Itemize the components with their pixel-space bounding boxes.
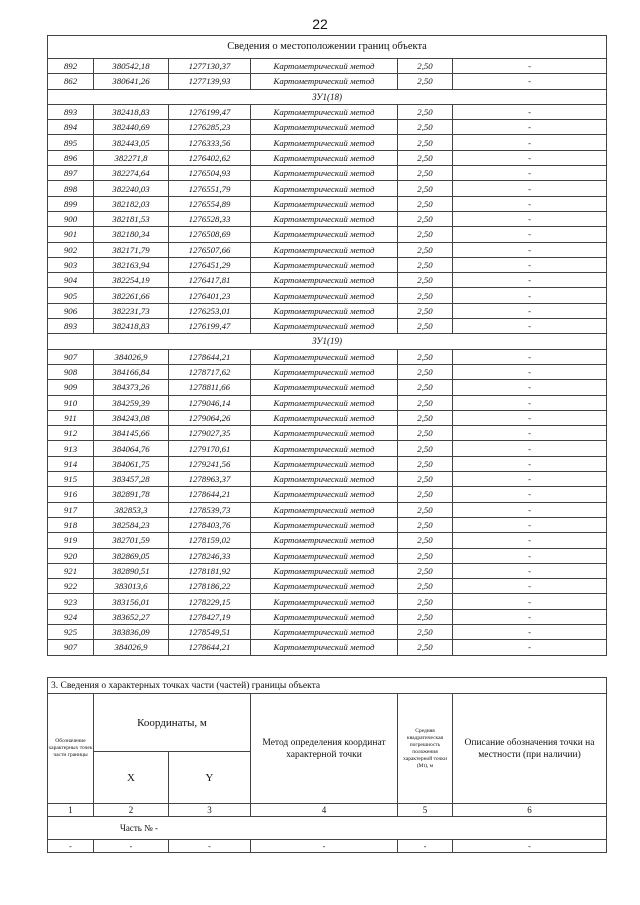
y-coord-cell: 1277139,93: [169, 74, 251, 89]
y-coord-cell: 1278159,02: [169, 533, 251, 548]
x-coord-cell: 382418,83: [94, 104, 169, 119]
method-cell: Картометрический метод: [251, 104, 398, 119]
accuracy-cell: 2,50: [398, 104, 453, 119]
point-id-cell: 911: [48, 410, 94, 425]
y-coord-cell: 1276451,29: [169, 257, 251, 272]
x-coord-cell: 382182,03: [94, 196, 169, 211]
empty-cell: -: [398, 840, 453, 853]
table-row: [48, 609, 607, 624]
accuracy-cell: 2,50: [398, 273, 453, 288]
y-coord-cell: 1278644,21: [169, 640, 251, 655]
y-coord-cell: 1276504,93: [169, 166, 251, 181]
y-coord-cell: 1279064,26: [169, 410, 251, 425]
point-id-cell: 907: [48, 640, 94, 655]
method-cell: Картометрический метод: [251, 548, 398, 563]
accuracy-cell: 2,50: [398, 135, 453, 150]
part-row: [48, 817, 607, 840]
x-coord-cell: 382231,73: [94, 303, 169, 318]
x-coord-cell: 383652,27: [94, 609, 169, 624]
point-id-cell: 921: [48, 563, 94, 578]
table-row: [48, 426, 607, 441]
description-cell: -: [453, 426, 607, 441]
description-cell: -: [453, 166, 607, 181]
point-id-cell: 913: [48, 441, 94, 456]
subheader-row: [48, 89, 607, 104]
table-row: [48, 181, 607, 196]
x-coord-cell: 382254,19: [94, 273, 169, 288]
table-row: [48, 59, 607, 74]
accuracy-cell: 2,50: [398, 74, 453, 89]
x-coord-cell: 383156,01: [94, 594, 169, 609]
table-row: [48, 273, 607, 288]
y-coord-cell: 1277130,37: [169, 59, 251, 74]
section-subheader: ЗУ1(19): [48, 334, 607, 349]
col-y-header: Y: [169, 752, 251, 804]
method-cell: Картометрический метод: [251, 74, 398, 89]
x-coord-cell: 384061,75: [94, 456, 169, 471]
accuracy-cell: 2,50: [398, 150, 453, 165]
accuracy-cell: 2,50: [398, 257, 453, 272]
table-row: [48, 104, 607, 119]
y-coord-cell: 1279241,56: [169, 456, 251, 471]
point-id-cell: 904: [48, 273, 94, 288]
description-cell: -: [453, 517, 607, 532]
point-id-cell: 900: [48, 211, 94, 226]
method-cell: Картометрический метод: [251, 288, 398, 303]
description-cell: -: [453, 227, 607, 242]
description-cell: -: [453, 196, 607, 211]
description-cell: -: [453, 211, 607, 226]
method-cell: Картометрический метод: [251, 517, 398, 532]
x-coord-cell: 384166,84: [94, 364, 169, 379]
col-accuracy-header: Средняя квадратическая погрешность положения характерной точки (Mt), м: [398, 694, 453, 804]
table-row: [48, 517, 607, 532]
x-coord-cell: 382181,53: [94, 211, 169, 226]
accuracy-cell: 2,50: [398, 441, 453, 456]
accuracy-cell: 2,50: [398, 395, 453, 410]
col-method-header: Метод определения координат характерной точки: [251, 694, 398, 804]
point-id-cell: 905: [48, 288, 94, 303]
table-row: [48, 456, 607, 471]
accuracy-cell: 2,50: [398, 517, 453, 532]
point-id-cell: 925: [48, 624, 94, 639]
boundary-location-table: [47, 35, 607, 656]
section-subheader: ЗУ1(18): [48, 89, 607, 104]
point-id-cell: 906: [48, 303, 94, 318]
method-cell: Картометрический метод: [251, 211, 398, 226]
description-cell: -: [453, 364, 607, 379]
table-row: [48, 594, 607, 609]
y-coord-cell: 1279027,35: [169, 426, 251, 441]
point-id-cell: 898: [48, 181, 94, 196]
method-cell: Картометрический метод: [251, 472, 398, 487]
table-row: [48, 548, 607, 563]
empty-cell: -: [453, 840, 607, 853]
col-number: 1: [48, 804, 94, 817]
x-coord-cell: 383836,09: [94, 624, 169, 639]
x-coord-cell: 382274,64: [94, 166, 169, 181]
point-id-cell: 910: [48, 395, 94, 410]
x-coord-cell: 382891,78: [94, 487, 169, 502]
empty-row: [48, 840, 607, 853]
y-coord-cell: 1278811,66: [169, 380, 251, 395]
y-coord-cell: 1278963,37: [169, 472, 251, 487]
table-row: [48, 410, 607, 425]
y-coord-cell: 1278427,19: [169, 609, 251, 624]
col-number: 2: [94, 804, 169, 817]
table-row: [48, 166, 607, 181]
method-cell: Картометрический метод: [251, 242, 398, 257]
table-row: [48, 303, 607, 318]
y-coord-cell: 1276417,81: [169, 273, 251, 288]
y-coord-cell: 1279046,14: [169, 395, 251, 410]
method-cell: Картометрический метод: [251, 196, 398, 211]
table-row: [48, 74, 607, 89]
x-coord-cell: 383457,28: [94, 472, 169, 487]
description-cell: -: [453, 120, 607, 135]
description-cell: -: [453, 456, 607, 471]
x-coord-cell: 382890,51: [94, 563, 169, 578]
point-id-cell: 919: [48, 533, 94, 548]
description-cell: -: [453, 104, 607, 119]
accuracy-cell: 2,50: [398, 426, 453, 441]
table-row: [48, 640, 607, 655]
accuracy-cell: 2,50: [398, 594, 453, 609]
y-coord-cell: 1278644,21: [169, 487, 251, 502]
method-cell: Картометрический метод: [251, 273, 398, 288]
description-cell: -: [453, 273, 607, 288]
y-coord-cell: 1276507,66: [169, 242, 251, 257]
method-cell: Картометрический метод: [251, 166, 398, 181]
accuracy-cell: 2,50: [398, 380, 453, 395]
point-id-cell: 912: [48, 426, 94, 441]
method-cell: Картометрический метод: [251, 426, 398, 441]
point-id-cell: 909: [48, 380, 94, 395]
col-number: 3: [169, 804, 251, 817]
point-id-cell: 903: [48, 257, 94, 272]
description-cell: -: [453, 609, 607, 624]
accuracy-cell: 2,50: [398, 349, 453, 364]
accuracy-cell: 2,50: [398, 640, 453, 655]
description-cell: -: [453, 502, 607, 517]
method-cell: Картометрический метод: [251, 227, 398, 242]
point-id-cell: 895: [48, 135, 94, 150]
table-row: [48, 364, 607, 379]
section-title-row: [48, 678, 607, 694]
description-cell: -: [453, 349, 607, 364]
accuracy-cell: 2,50: [398, 609, 453, 624]
table-row: [48, 288, 607, 303]
col-desc-header: Описание обозначения точки на местности (при наличии): [453, 694, 607, 804]
method-cell: Картометрический метод: [251, 150, 398, 165]
accuracy-cell: 2,50: [398, 319, 453, 334]
x-coord-cell: 380641,26: [94, 74, 169, 89]
method-cell: Картометрический метод: [251, 487, 398, 502]
accuracy-cell: 2,50: [398, 563, 453, 578]
col-number: 6: [453, 804, 607, 817]
x-coord-cell: 382180,34: [94, 227, 169, 242]
point-id-cell: 914: [48, 456, 94, 471]
description-cell: -: [453, 135, 607, 150]
x-coord-cell: 380542,18: [94, 59, 169, 74]
y-coord-cell: 1279170,61: [169, 441, 251, 456]
part-points-table: [47, 677, 607, 853]
y-coord-cell: 1276333,56: [169, 135, 251, 150]
table-title-row: [48, 36, 607, 59]
accuracy-cell: 2,50: [398, 166, 453, 181]
description-cell: -: [453, 242, 607, 257]
method-cell: Картометрический метод: [251, 624, 398, 639]
x-coord-cell: 382271,8: [94, 150, 169, 165]
accuracy-cell: 2,50: [398, 410, 453, 425]
description-cell: -: [453, 288, 607, 303]
y-coord-cell: 1278644,21: [169, 349, 251, 364]
table-row: [48, 502, 607, 517]
accuracy-cell: 2,50: [398, 487, 453, 502]
x-coord-cell: 384145,66: [94, 426, 169, 441]
y-coord-cell: 1276402,62: [169, 150, 251, 165]
y-coord-cell: 1276551,79: [169, 181, 251, 196]
accuracy-cell: 2,50: [398, 472, 453, 487]
x-coord-cell: 383013,6: [94, 579, 169, 594]
col-point-header: Обозначение характерных точек части границы: [48, 694, 94, 804]
y-coord-cell: 1276285,23: [169, 120, 251, 135]
description-cell: -: [453, 303, 607, 318]
page-number: 22: [312, 16, 328, 32]
method-cell: Картометрический метод: [251, 579, 398, 594]
subheader-row: [48, 334, 607, 349]
method-cell: Картометрический метод: [251, 349, 398, 364]
point-id-cell: 896: [48, 150, 94, 165]
description-cell: -: [453, 181, 607, 196]
point-id-cell: 923: [48, 594, 94, 609]
point-id-cell: 908: [48, 364, 94, 379]
empty-cell: -: [94, 840, 169, 853]
accuracy-cell: 2,50: [398, 533, 453, 548]
y-coord-cell: 1276554,89: [169, 196, 251, 211]
method-cell: Картометрический метод: [251, 502, 398, 517]
y-coord-cell: 1278181,92: [169, 563, 251, 578]
y-coord-cell: 1278186,22: [169, 579, 251, 594]
x-coord-cell: 382240,03: [94, 181, 169, 196]
method-cell: Картометрический метод: [251, 120, 398, 135]
x-coord-cell: 382584,23: [94, 517, 169, 532]
x-coord-cell: 384026,9: [94, 640, 169, 655]
table-row: [48, 349, 607, 364]
description-cell: -: [453, 257, 607, 272]
x-coord-cell: 382443,05: [94, 135, 169, 150]
description-cell: -: [453, 380, 607, 395]
x-coord-cell: 382171,79: [94, 242, 169, 257]
description-cell: -: [453, 150, 607, 165]
y-coord-cell: 1278539,73: [169, 502, 251, 517]
point-id-cell: 920: [48, 548, 94, 563]
accuracy-cell: 2,50: [398, 181, 453, 196]
method-cell: Картометрический метод: [251, 563, 398, 578]
accuracy-cell: 2,50: [398, 288, 453, 303]
description-cell: -: [453, 487, 607, 502]
method-cell: Картометрический метод: [251, 640, 398, 655]
description-cell: -: [453, 472, 607, 487]
x-coord-cell: 382440,69: [94, 120, 169, 135]
accuracy-cell: 2,50: [398, 548, 453, 563]
description-cell: -: [453, 441, 607, 456]
point-id-cell: 918: [48, 517, 94, 532]
col-x-header: X: [94, 752, 169, 804]
point-id-cell: 924: [48, 609, 94, 624]
x-coord-cell: 382261,66: [94, 288, 169, 303]
accuracy-cell: 2,50: [398, 624, 453, 639]
table-row: [48, 227, 607, 242]
accuracy-cell: 2,50: [398, 579, 453, 594]
x-coord-cell: 382701,59: [94, 533, 169, 548]
table-row: [48, 150, 607, 165]
description-cell: -: [453, 395, 607, 410]
method-cell: Картометрический метод: [251, 319, 398, 334]
description-cell: -: [453, 533, 607, 548]
x-coord-cell: 382418,83: [94, 319, 169, 334]
empty-cell: -: [48, 840, 94, 853]
method-cell: Картометрический метод: [251, 609, 398, 624]
method-cell: Картометрический метод: [251, 441, 398, 456]
point-id-cell: 917: [48, 502, 94, 517]
method-cell: Картометрический метод: [251, 456, 398, 471]
accuracy-cell: 2,50: [398, 59, 453, 74]
col-number: 5: [398, 804, 453, 817]
accuracy-cell: 2,50: [398, 196, 453, 211]
description-cell: -: [453, 579, 607, 594]
y-coord-cell: 1278229,15: [169, 594, 251, 609]
table-row: [48, 135, 607, 150]
table-row: [48, 120, 607, 135]
table-row: [48, 380, 607, 395]
method-cell: Картометрический метод: [251, 303, 398, 318]
table-row: [48, 487, 607, 502]
description-cell: -: [453, 594, 607, 609]
description-cell: -: [453, 319, 607, 334]
table-row: [48, 624, 607, 639]
table-row: [48, 533, 607, 548]
y-coord-cell: 1276199,47: [169, 104, 251, 119]
description-cell: -: [453, 59, 607, 74]
method-cell: Картометрический метод: [251, 181, 398, 196]
x-coord-cell: 382869,05: [94, 548, 169, 563]
method-cell: Картометрический метод: [251, 380, 398, 395]
method-cell: Картометрический метод: [251, 594, 398, 609]
table-row: [48, 196, 607, 211]
description-cell: -: [453, 74, 607, 89]
table-title: Сведения о местоположении границ объекта: [48, 36, 607, 59]
description-cell: -: [453, 410, 607, 425]
point-id-cell: 892: [48, 59, 94, 74]
point-id-cell: 901: [48, 227, 94, 242]
x-coord-cell: 384026,9: [94, 349, 169, 364]
x-coord-cell: 384373,26: [94, 380, 169, 395]
method-cell: Картометрический метод: [251, 364, 398, 379]
header-row-1: [48, 694, 607, 752]
point-id-cell: 897: [48, 166, 94, 181]
accuracy-cell: 2,50: [398, 211, 453, 226]
empty-cell: -: [251, 840, 398, 853]
table-row: [48, 472, 607, 487]
table-row: [48, 441, 607, 456]
table-row: [48, 257, 607, 272]
x-coord-cell: 384243,08: [94, 410, 169, 425]
y-coord-cell: 1276253,01: [169, 303, 251, 318]
table-row: [48, 242, 607, 257]
y-coord-cell: 1276401,23: [169, 288, 251, 303]
table-row: [48, 395, 607, 410]
accuracy-cell: 2,50: [398, 456, 453, 471]
point-id-cell: 862: [48, 74, 94, 89]
accuracy-cell: 2,50: [398, 364, 453, 379]
method-cell: Картометрический метод: [251, 135, 398, 150]
accuracy-cell: 2,50: [398, 242, 453, 257]
x-coord-cell: 384259,39: [94, 395, 169, 410]
point-id-cell: 893: [48, 319, 94, 334]
point-id-cell: 893: [48, 104, 94, 119]
y-coord-cell: 1276199,47: [169, 319, 251, 334]
x-coord-cell: 382853,3: [94, 502, 169, 517]
y-coord-cell: 1278549,51: [169, 624, 251, 639]
column-numbers-row: [48, 804, 607, 817]
table-row: [48, 563, 607, 578]
y-coord-cell: 1276508,69: [169, 227, 251, 242]
accuracy-cell: 2,50: [398, 502, 453, 517]
part-label: Часть № -: [48, 817, 607, 840]
description-cell: -: [453, 563, 607, 578]
method-cell: Картометрический метод: [251, 395, 398, 410]
section-title: 3. Сведения о характерных точках части (частей) границы объекта: [48, 678, 607, 694]
point-id-cell: 902: [48, 242, 94, 257]
description-cell: -: [453, 548, 607, 563]
method-cell: Картометрический метод: [251, 410, 398, 425]
point-id-cell: 922: [48, 579, 94, 594]
point-id-cell: 899: [48, 196, 94, 211]
y-coord-cell: 1276528,33: [169, 211, 251, 226]
method-cell: Картометрический метод: [251, 533, 398, 548]
col-coords-header: Координаты, м: [94, 694, 251, 752]
y-coord-cell: 1278246,33: [169, 548, 251, 563]
point-id-cell: 894: [48, 120, 94, 135]
table-row: [48, 211, 607, 226]
x-coord-cell: 382163,94: [94, 257, 169, 272]
x-coord-cell: 384064,76: [94, 441, 169, 456]
accuracy-cell: 2,50: [398, 120, 453, 135]
y-coord-cell: 1278403,76: [169, 517, 251, 532]
y-coord-cell: 1278717,62: [169, 364, 251, 379]
empty-cell: -: [169, 840, 251, 853]
accuracy-cell: 2,50: [398, 303, 453, 318]
method-cell: Картометрический метод: [251, 257, 398, 272]
description-cell: -: [453, 624, 607, 639]
point-id-cell: 915: [48, 472, 94, 487]
point-id-cell: 916: [48, 487, 94, 502]
table-row: [48, 319, 607, 334]
accuracy-cell: 2,50: [398, 227, 453, 242]
point-id-cell: 907: [48, 349, 94, 364]
method-cell: Картометрический метод: [251, 59, 398, 74]
col-number: 4: [251, 804, 398, 817]
description-cell: -: [453, 640, 607, 655]
table-row: [48, 579, 607, 594]
